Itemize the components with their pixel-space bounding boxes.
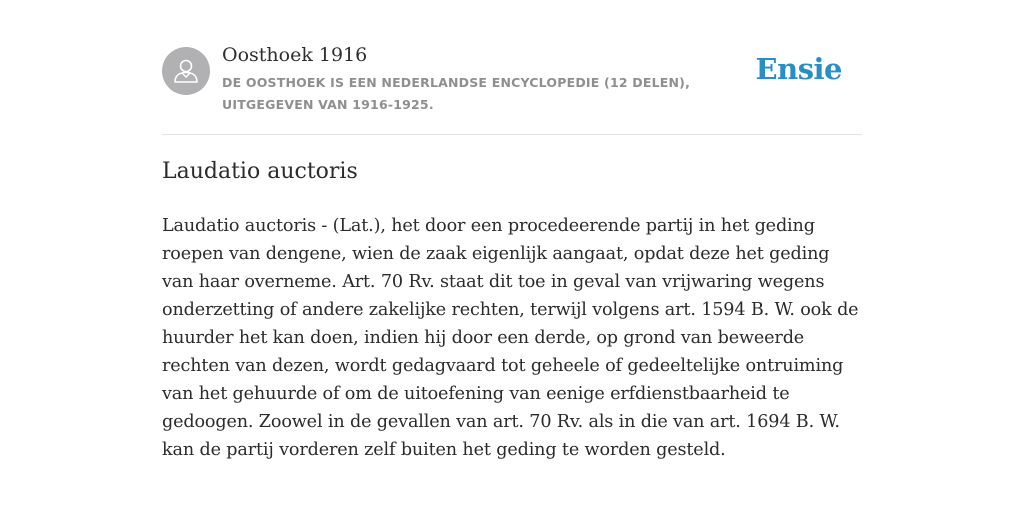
avatar[interactable] — [162, 47, 210, 95]
entry-title: Laudatio auctoris — [162, 159, 358, 184]
user-icon — [162, 47, 210, 95]
source-name[interactable]: Oosthoek 1916 — [222, 44, 368, 66]
page — [162, 0, 862, 460]
entry-body: Laudatio auctoris - (Lat.), het door een procedeerende partij in het geding roepen van dengene, wien de zaak eigenlijk aangaat, opdat deze het geding van haar overneme. Art. 70 Rv. staat dit toe in geval van vrijwaring wegens onderzetting of andere zakelijke rechten, terwijl volgens art. 1594 B. W. ook de huurder het kan doen, indien hij door een derde, op grond van beweerde rechten van dezen, wordt gedagvaard tot geheele of gedeeltelijke ontruiming van het gehuurde of om de uitoefening van eenige erfdienstbaarheid te gedoogen. Zoowel in de gevallen van art. 70 Rv. als in die van art. 1694 B. W. kan de partij vorderen zelf buiten het geding te worden gesteld. — [162, 216, 859, 460]
brand-logo[interactable]: Ensie — [755, 52, 842, 86]
source-description: DE OOSTHOEK IS EEN NEDERLANDSE ENCYCLOPEDIE (12 DELEN), UITGEGEVEN VAN 1916-1925. — [222, 75, 691, 112]
source-header — [162, 0, 862, 135]
